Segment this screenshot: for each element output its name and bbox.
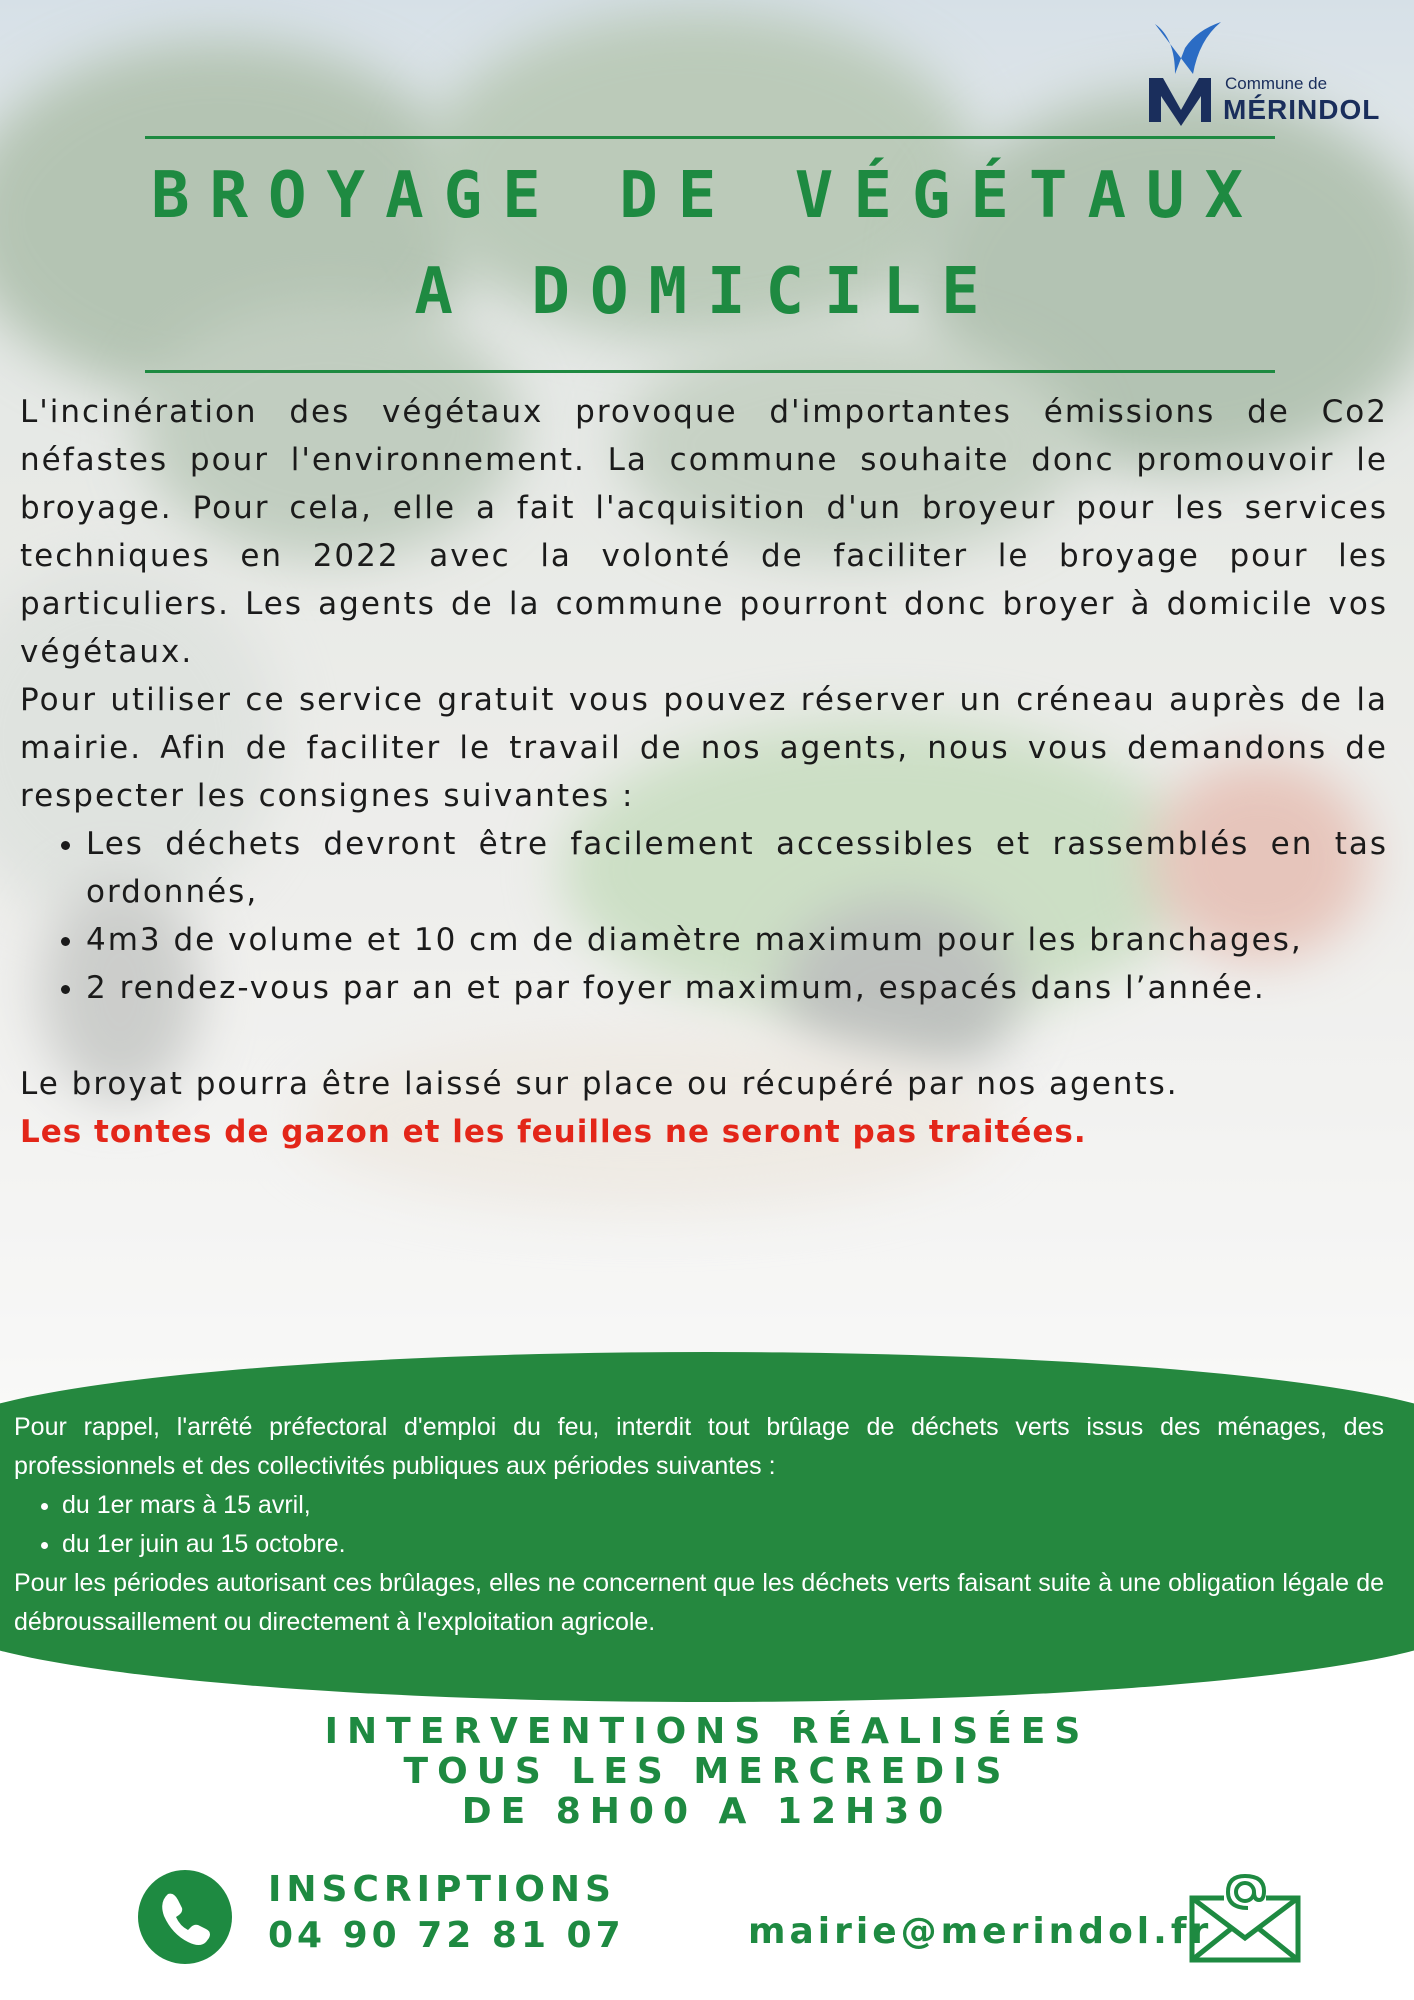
logo-town-name: MÉRINDOL (1223, 94, 1381, 125)
page-title-line2: A DOMICILE (414, 255, 1000, 329)
page-title-line1: BROYAGE DE VÉGÉTAUX (150, 159, 1264, 233)
inscriptions-label: INSCRIPTIONS (268, 1869, 616, 1910)
broyat-paragraph: Le broyat pourra être laissé sur place ou récupéré par nos agents. (20, 1066, 1179, 1102)
reminder-text (14, 1408, 1384, 1642)
spacer (20, 1012, 1388, 1060)
envelope-at-icon (1188, 1872, 1302, 1964)
list-item: • 4m3 de volume et 10 cm de diamètre maximum pour les branchages, (86, 916, 1388, 964)
ban-periods-list (14, 1486, 1384, 1564)
warning-text: Les tontes de gazon et les feuilles ne seront pas traitées. (20, 1114, 1087, 1150)
logo-commune-label: Commune de (1225, 74, 1328, 93)
title-bottom-rule (145, 370, 1275, 373)
reminder-intro: Pour rappel, l'arrêté préfectoral d'emploi du feu, interdit tout brûlage de déchets verts issus des ménages, des professionnels et des collectivités publiques aux périodes suivantes : (14, 1413, 1384, 1480)
intro-paragraph: L'incinération des végétaux provoque d'importantes émissions de Co2 néfastes pour l'environnement. La commune souhaite donc promouvoir le broyage. Pour cela, elle a fait l'acquisition d'un broyeur pour les services techniques en 2022 avec la volonté de faciliter le broyage pour les particuliers. Les agents de la commune pourront donc broyer à domicile vos végétaux. (20, 394, 1388, 670)
phone-icon (138, 1870, 232, 1964)
main-body (20, 388, 1388, 1156)
merindol-logo (1145, 18, 1395, 128)
merindol-bird-emblem (1145, 18, 1225, 126)
interventions-line3: DE 8H00 A 12H30 (461, 1791, 953, 1832)
phone-number[interactable]: 04 90 72 81 07 (268, 1915, 625, 1956)
title-top-rule (145, 136, 1275, 139)
list-item: • Les déchets devront être facilement accessibles et rassemblés en tas ordonnés, (86, 820, 1388, 916)
interventions-line1: INTERVENTIONS RÉALISÉES (324, 1711, 1090, 1752)
interventions-schedule (0, 1712, 1414, 1832)
interventions-line2: TOUS LES MERCREDIS (403, 1751, 1011, 1792)
list-item: • du 1er juin au 15 octobre. (62, 1525, 1384, 1564)
reminder-outro: Pour les périodes autorisant ces brûlages, elles ne concernent que les déchets verts faisant suite à une obligation légale de débroussaillement ou directement à l'exploitation agricole. (14, 1569, 1384, 1636)
list-item: • 2 rendez-vous par an et par foyer maximum, espacés dans l’année. (86, 964, 1388, 1012)
email-address[interactable]: mairie@merindol.fr (748, 1911, 1213, 1952)
service-paragraph: Pour utiliser ce service gratuit vous pouvez réserver un créneau auprès de la mairie. Afin de faciliter le travail de nos agents, nous vous demandons de respecter les consignes suivantes : (20, 682, 1388, 814)
list-item: • du 1er mars à 15 avril, (62, 1486, 1384, 1525)
instructions-list (20, 820, 1388, 1012)
